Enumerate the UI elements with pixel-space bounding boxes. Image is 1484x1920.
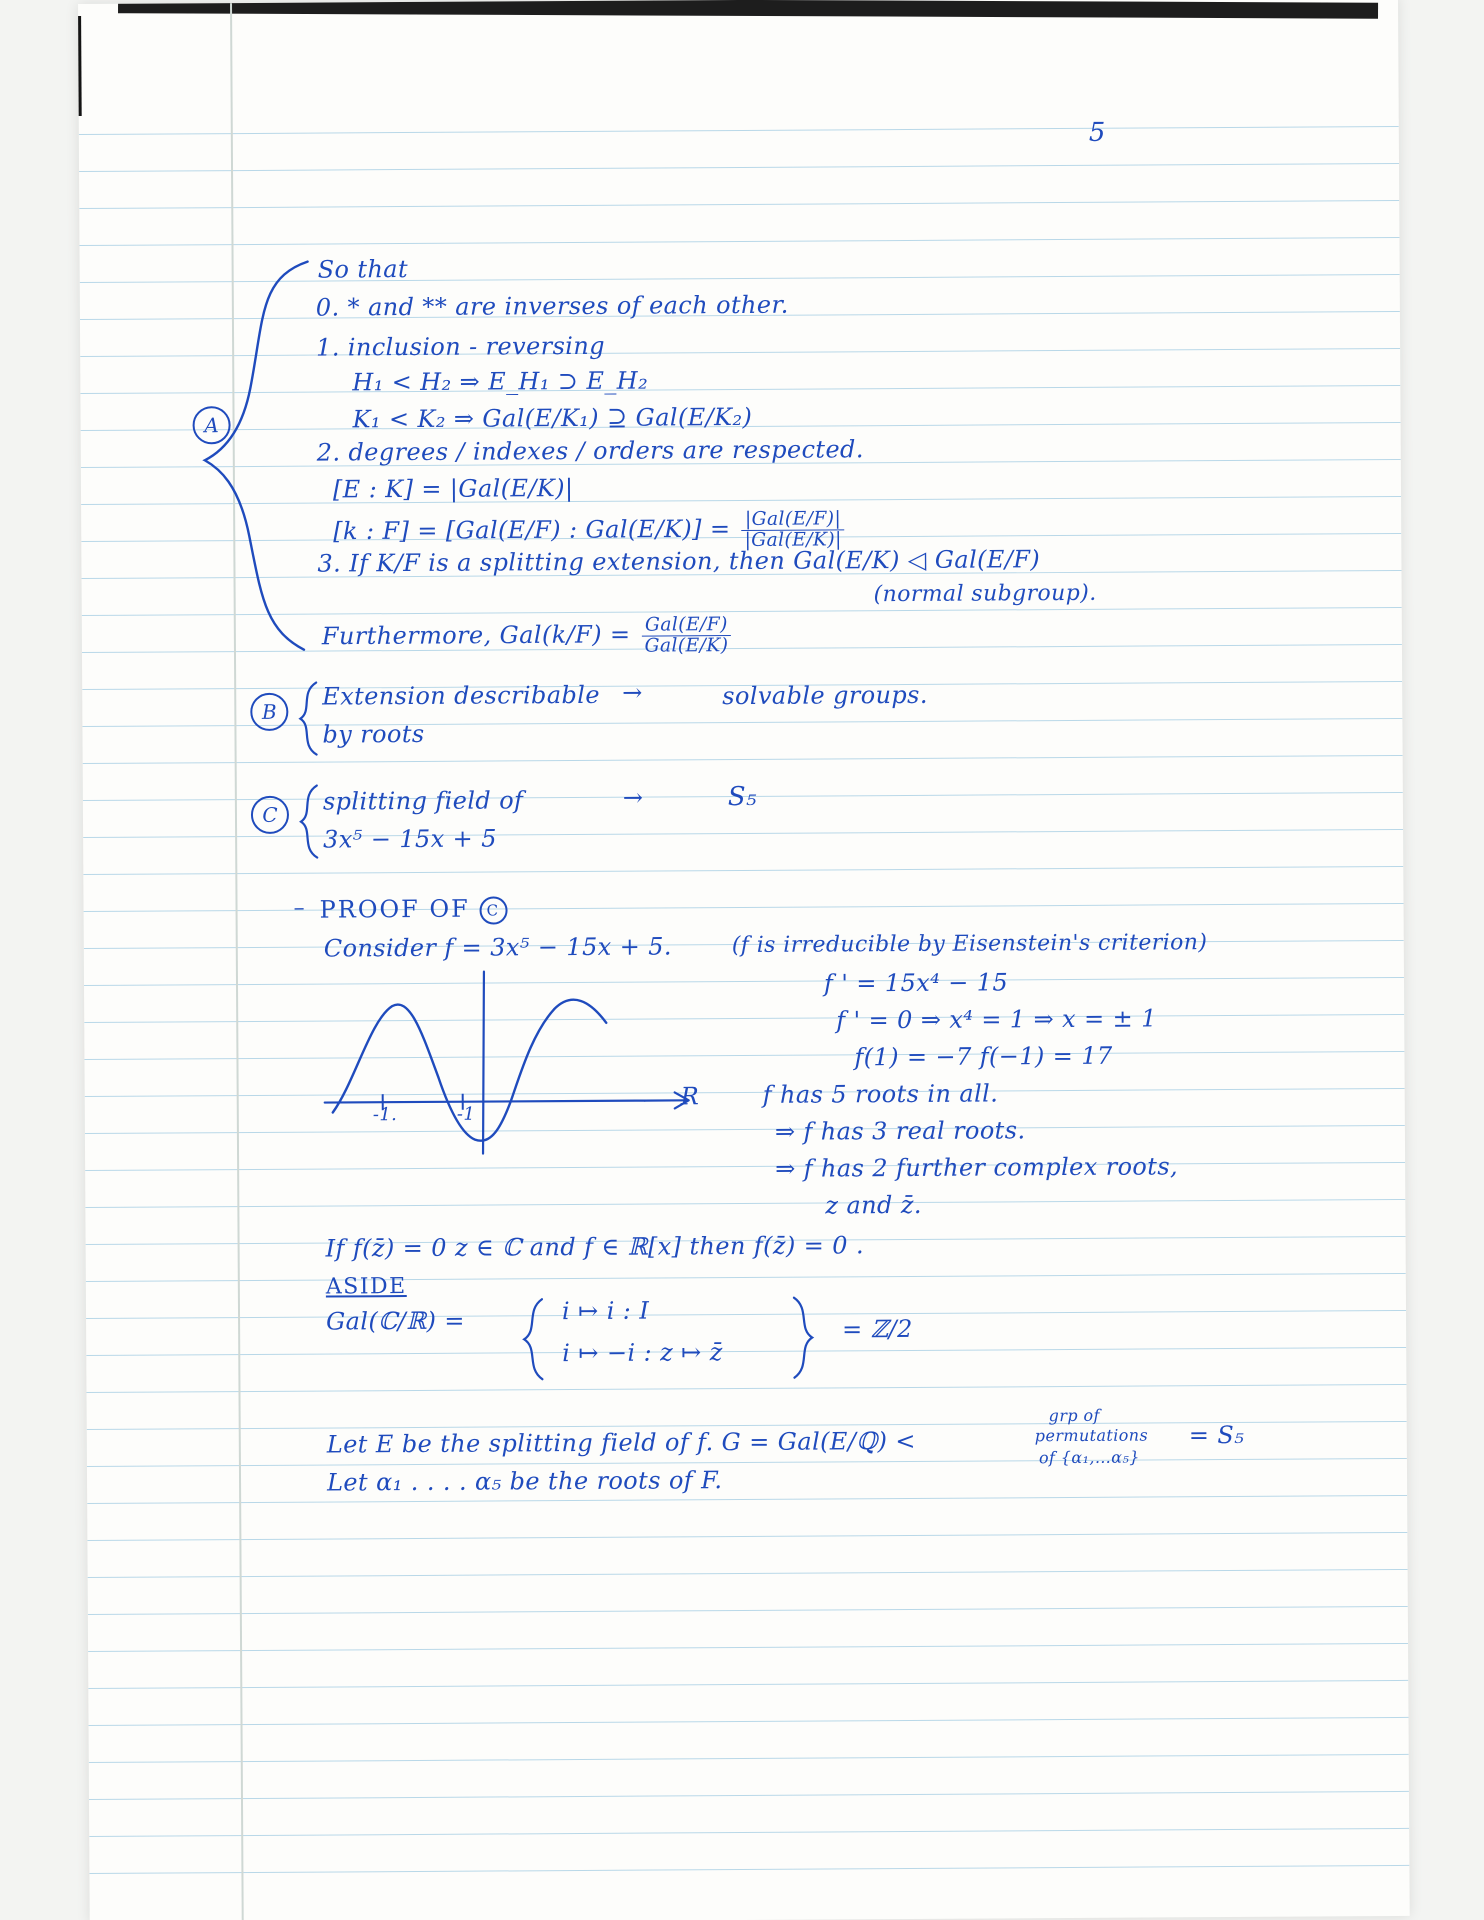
function-graph xyxy=(314,960,735,1193)
furthermore-wrap xyxy=(322,615,735,658)
page-number: 5 xyxy=(1088,117,1106,148)
section-b-right: solvable groups. xyxy=(722,680,928,711)
section-a-line2-formula-b: [k : F] = [Gal(E/F) : Gal(E/K)] = xyxy=(333,514,731,546)
graph-tick-left: -1. xyxy=(372,1104,398,1126)
label-a: A xyxy=(192,406,230,444)
section-b-left-line2: by roots xyxy=(322,719,425,749)
punch-hole xyxy=(78,1376,83,1412)
section-b-arrow: → xyxy=(622,678,641,707)
notebook-sheet xyxy=(78,0,1410,1920)
aside-lhs: Gal(ℂ/ℝ) = xyxy=(325,1306,465,1336)
proof-dash: – xyxy=(293,895,306,921)
proof-heading: PROOF OF xyxy=(319,894,470,924)
fraction-numerator: Gal(E/F) xyxy=(641,615,731,636)
proof-critical-points: f ' = 0 ⇒ x⁴ = 1 ⇒ x = ± 1 xyxy=(836,1004,1157,1035)
closing-annotation-line3: of {α₁,…α₅} xyxy=(1038,1447,1140,1468)
section-a-line1-formula-b: K₁ < K₂ ⇒ Gal(E/K₁) ⊇ Gal(E/K₂) xyxy=(352,402,753,434)
section-a-line2-formula-a: [E : K] = |Gal(E/K)| xyxy=(332,474,574,504)
section-a-item-3: 3. If K/F is a splitting extension, then Gal(E/K) ◁ Gal(E/F) xyxy=(317,545,1041,578)
proof-consider-paren: (f is irreducible by Eisenstein's criterion) xyxy=(731,930,1208,959)
proof-derivative: f ' = 15x⁴ − 15 xyxy=(823,968,1009,998)
label-c: C xyxy=(251,796,289,834)
closing-annotation-line1: grp of xyxy=(1048,1405,1100,1426)
proof-complex-roots-names: z and z̄. xyxy=(825,1190,922,1220)
section-c-left-line2: 3x⁵ − 15x + 5 xyxy=(323,824,497,854)
furthermore-label: Furthermore, Gal(k/F) = xyxy=(321,620,631,651)
intro-line: So that xyxy=(317,255,409,284)
section-a-item-0: 0. * and ** are inverses of each other. xyxy=(315,290,789,322)
brace-aside-left xyxy=(516,1296,553,1382)
proof-conjugate-statement: If f(z̄) = 0 z ∈ ℂ and f ∈ ℝ[x] then f(z̄) = 0 . xyxy=(325,1231,865,1263)
graph-axis-label: R xyxy=(680,1082,700,1111)
closing-annotation-line2: permutations xyxy=(1034,1425,1149,1446)
proof-values: f(1) = −7 f(−1) = 17 xyxy=(854,1041,1113,1072)
label-b: B xyxy=(250,693,288,731)
brace-aside-right xyxy=(784,1295,821,1381)
closing-result: = S₅ xyxy=(1188,1420,1245,1450)
section-c-left-line1: splitting field of xyxy=(322,786,524,816)
furthermore-fraction xyxy=(641,615,731,656)
fraction-numerator: |Gal(E/F)| xyxy=(741,509,844,530)
proof-complex-roots: ⇒ f has 2 further complex roots, xyxy=(775,1152,1179,1183)
handwriting-layer xyxy=(78,0,1410,1920)
section-b-left-line1: Extension describable xyxy=(322,680,601,711)
graph-tick-right: -1 xyxy=(456,1103,476,1125)
proof-heading-wrap xyxy=(319,894,507,925)
fraction-denominator: |Gal(E/K)| xyxy=(744,529,842,551)
section-a-line1-formula-a: H₁ < H₂ ⇒ E_H₁ ⊃ E_H₂ xyxy=(352,366,649,397)
proof-consider: Consider f = 3x⁵ − 15x + 5. xyxy=(323,932,672,963)
brace-a xyxy=(190,258,312,659)
aside-result-wrap: = ℤ/2 xyxy=(842,1314,913,1344)
aside-row2: i ↦ −i : z ↦ z̄ xyxy=(562,1338,723,1368)
normal-subgroup-note: (normal subgroup). xyxy=(873,580,1097,608)
section-a-item-1: 1. inclusion - reversing xyxy=(316,331,606,362)
fraction-denominator: Gal(E/K) xyxy=(644,634,729,657)
section-c-arrow: → xyxy=(622,783,642,812)
punch-hole xyxy=(78,766,79,802)
closing-line2: Let α₁ . . . . α₅ be the roots of F. xyxy=(326,1466,723,1497)
section-a-item-2: 2. degrees / indexes / orders are respected. xyxy=(316,435,864,467)
section-a-line2-fraction xyxy=(741,509,844,550)
proof-real-roots: ⇒ f has 3 real roots. xyxy=(774,1116,1026,1146)
closing-line1: Let E be the splitting field of f. G = Gal(E/ℚ) < xyxy=(326,1426,916,1459)
aside-row1: i ↦ i : I xyxy=(561,1296,650,1326)
section-c-right: S₅ xyxy=(727,781,758,813)
aside-label: ASIDE xyxy=(325,1274,407,1300)
proof-roots-total: f has 5 roots in all. xyxy=(762,1079,999,1109)
proof-heading-marker: C xyxy=(479,896,507,924)
aside-result: ℤ/2 xyxy=(870,1314,913,1344)
